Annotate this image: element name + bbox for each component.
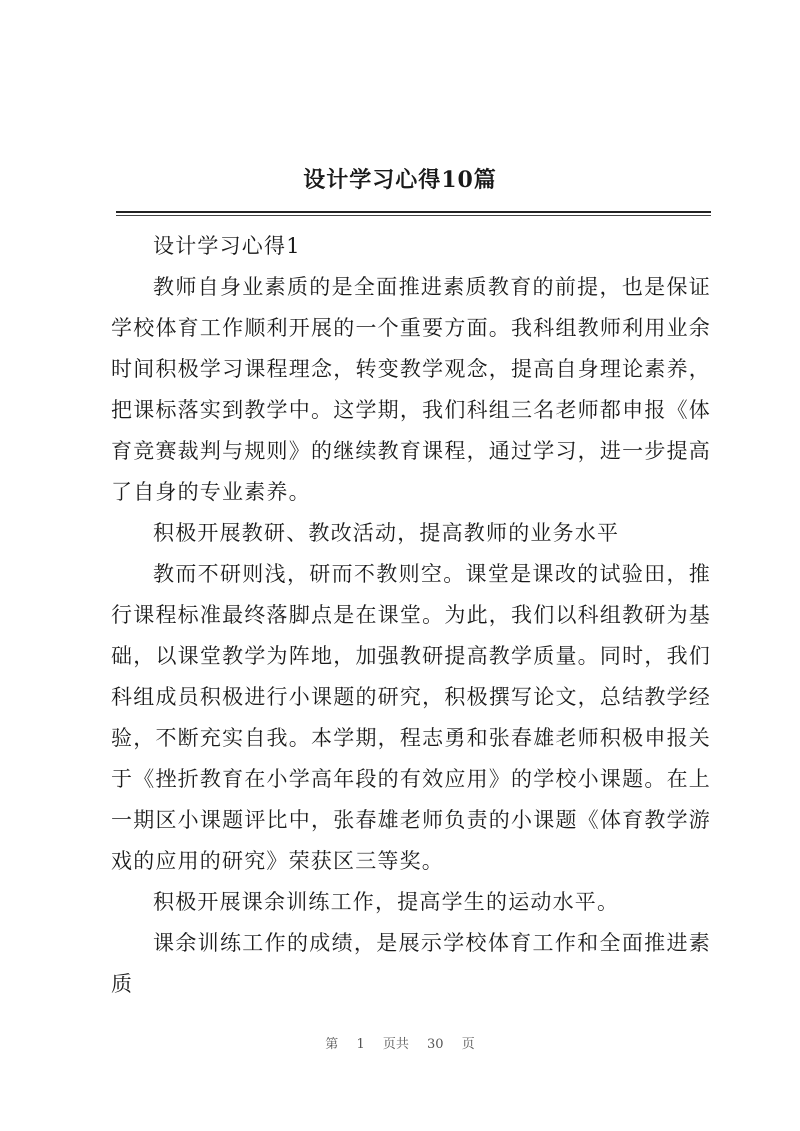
- paragraph: 教而不研则浅，研而不教则空。课堂是课改的试验田，推行课程标准最终落脚点是在课堂。为此，我们以科组教研为基础，以课堂教学为阵地，加强教研提高教学质量。同时，我们科组成员积极进行小课题的研究，积极撰写论文，总结教学经验，不断充实自我。本学期，程志勇和张春雄老师积极申报关于《挫折教育在小学高年段的有效应用》的学校小课题。在上一期区小课题评比中，张春雄老师负责的小课题《体育教学游戏的应用的研究》荣获区三等奖。: [111, 562, 711, 873]
- paragraph: 课余训练工作的成绩，是展示学校体育工作和全面推进素质: [111, 931, 711, 996]
- page-footer: [0, 1033, 800, 1052]
- footer-middle: 页共: [382, 1037, 409, 1052]
- subheading: 积极开展教研、教改活动，提高教师的业务水平: [153, 521, 620, 545]
- footer-current-page: 1: [356, 1037, 365, 1052]
- paragraph: 教师自身业素质的是全面推进素质教育的前提，也是保证学校体育工作顺利开展的一个重要方面。我科组教师利用业余时间积极学习课程理念，转变教学观念，提高自身理论素养，把课标落实到教学中。这学期，我们科组三名老师都申报《体育竞赛裁判与规则》的继续教育课程，通过学习，进一步提高了自身的专业素养。: [111, 275, 711, 504]
- footer-total-pages: 30: [427, 1037, 444, 1052]
- title-divider-thin: [116, 215, 711, 216]
- document-body: [111, 226, 711, 1005]
- section-heading: 设计学习心得1: [153, 234, 301, 258]
- subheading: 积极开展课余训练工作，提高学生的运动水平。: [153, 890, 620, 914]
- footer-prefix: 第: [325, 1037, 339, 1052]
- title-divider-thick: [116, 211, 711, 213]
- footer-suffix: 页: [461, 1037, 475, 1052]
- page-title: 设计学习心得10篇: [303, 167, 497, 193]
